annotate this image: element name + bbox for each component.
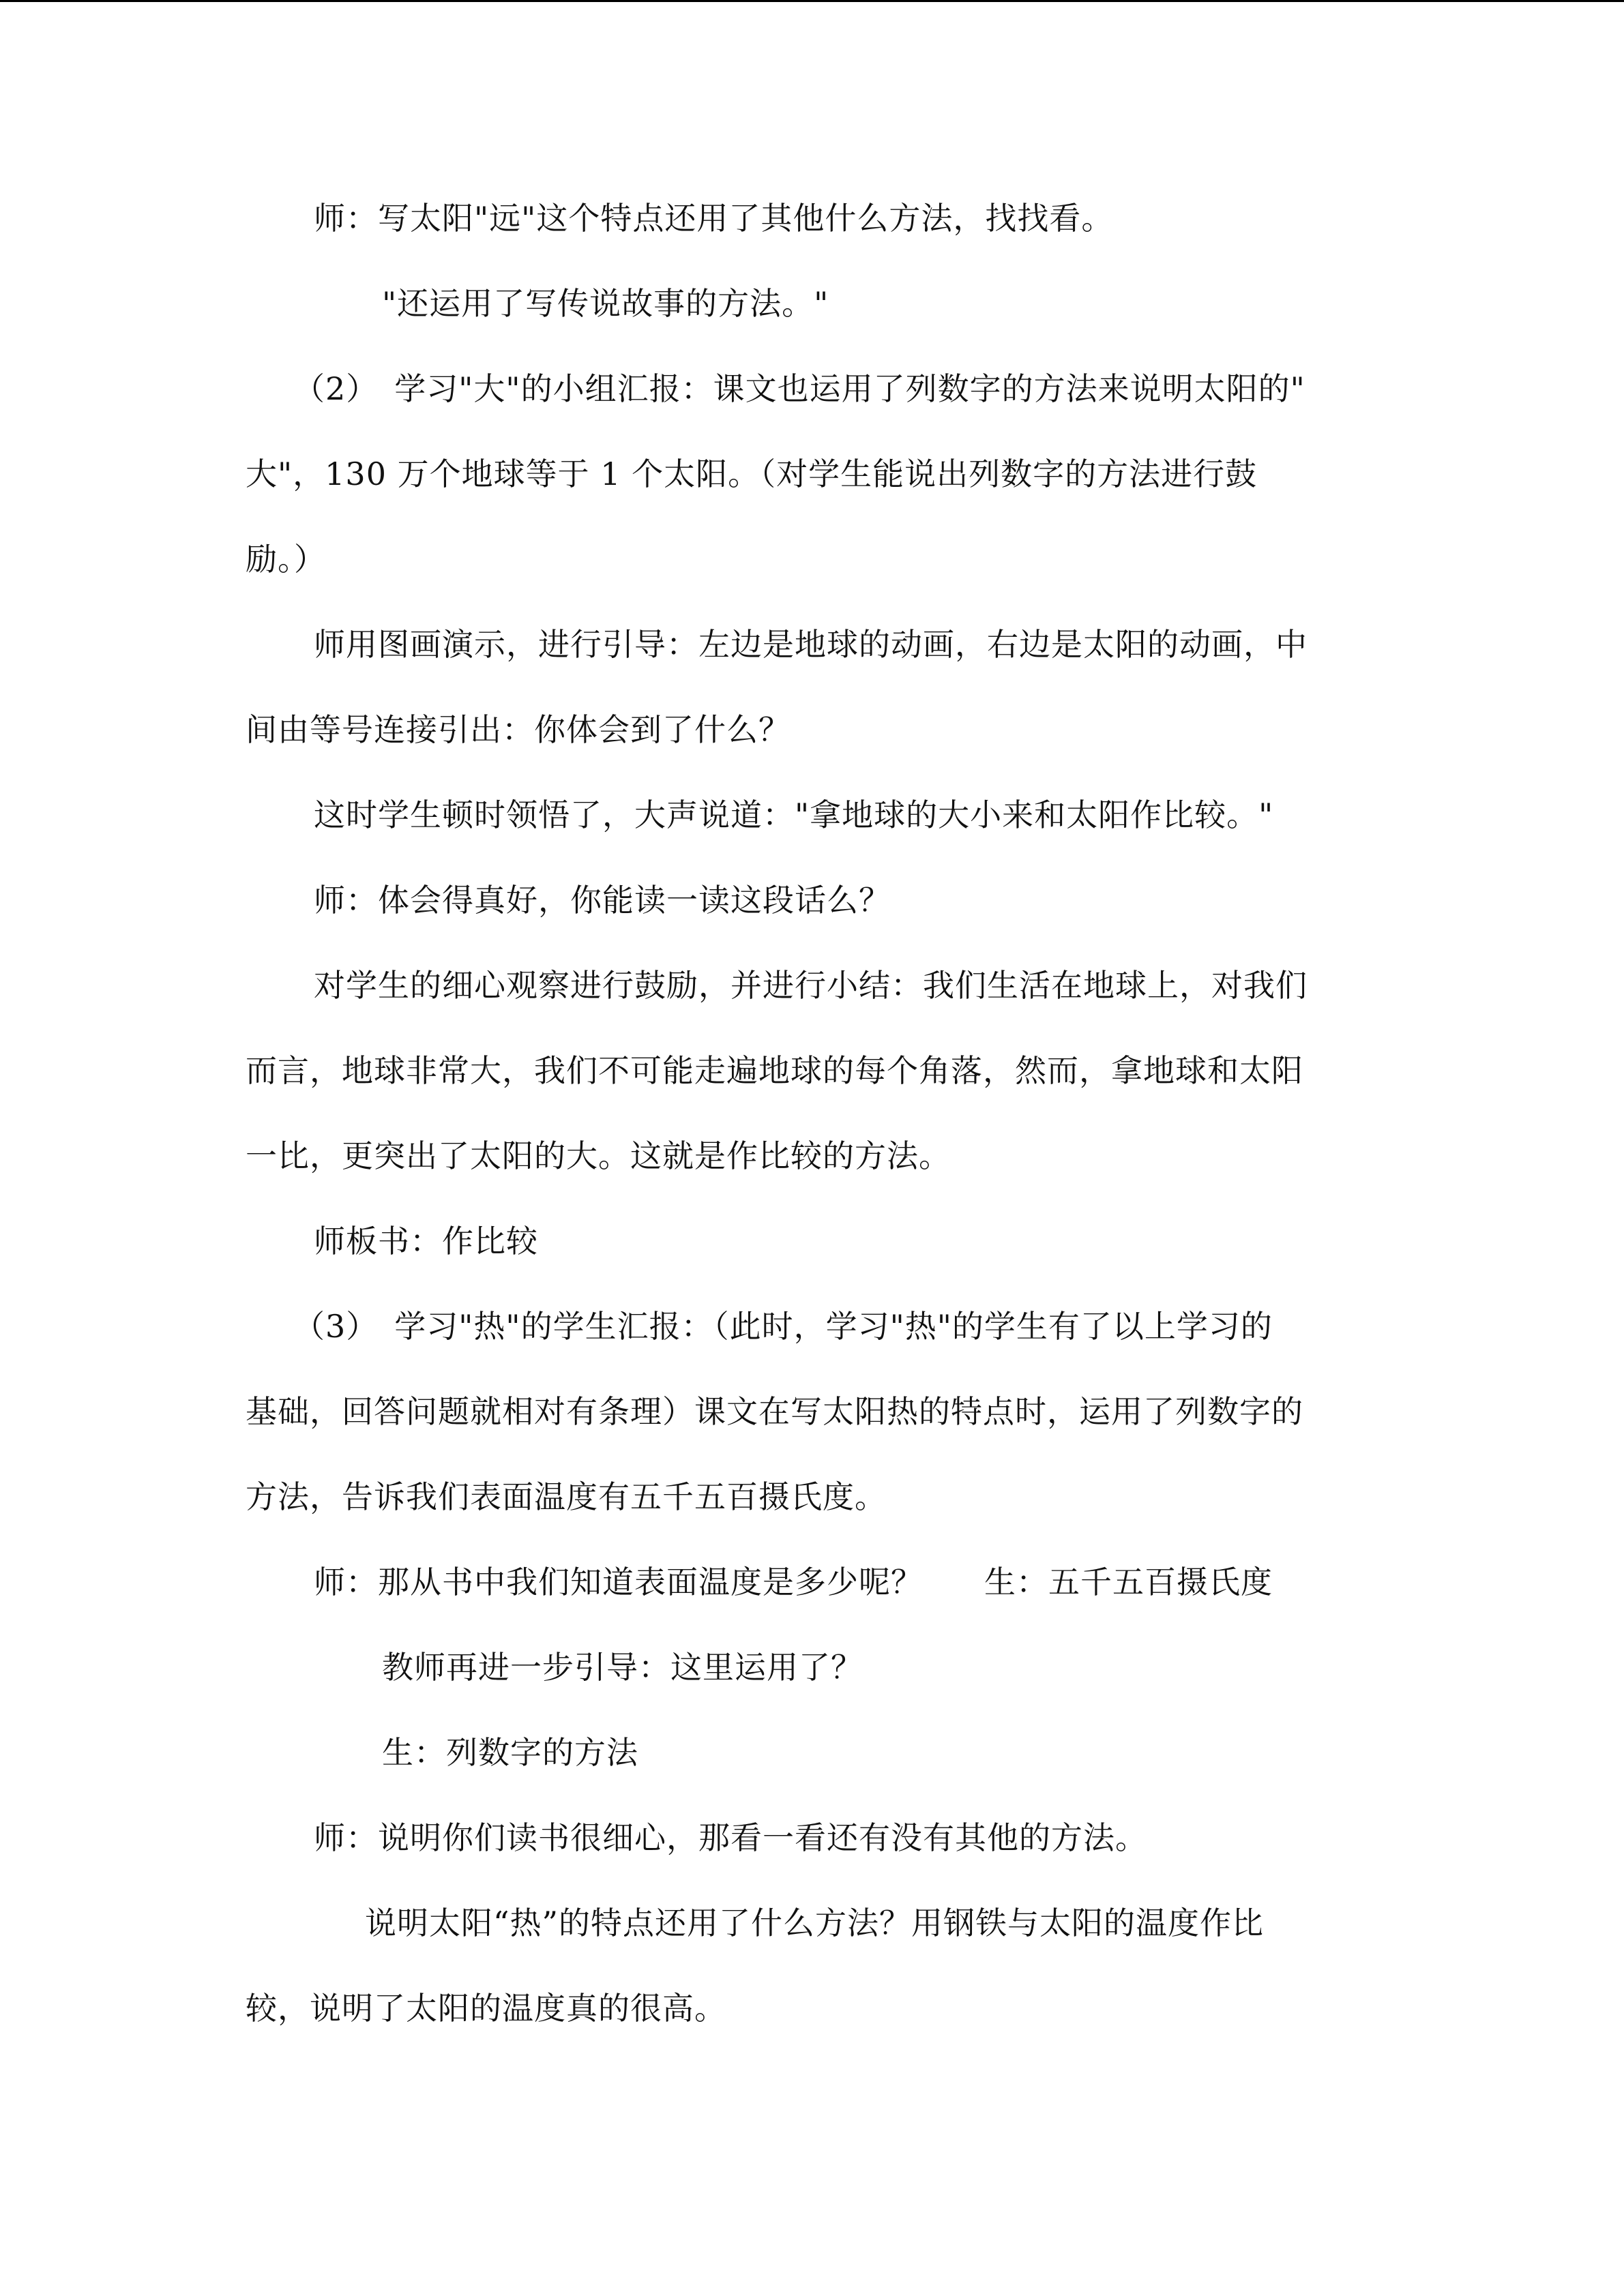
paragraph-line: 师：体会得真好，你能读一读这段话么？ <box>314 882 891 919</box>
teacher-question: 师：那从书中我们知道表面温度是多少呢？ <box>314 1564 923 1600</box>
paragraph-line: 而言，地球非常大，我们不可能走遍地球的每个角落，然而，拿地球和太阳 <box>246 1052 1303 1089</box>
paragraph-line: 师用图画演示，进行引导：左边是地球的动画，右边是太阳的动画，中 <box>314 626 1308 663</box>
page-top-border <box>0 0 1624 2</box>
paragraph-line: （2） 学习"大"的小组汇报：课文也运用了列数字的方法来说明太阳的" <box>293 370 1305 407</box>
paragraph-line: 师板书：作比较 <box>314 1223 538 1259</box>
paragraph-line: "还运用了写传说故事的方法。" <box>382 285 829 322</box>
paragraph-line: 较，说明了太阳的温度真的很高。 <box>246 1990 726 2027</box>
paragraph-line: 大"，130 万个地球等于 1 个太阳。（对学生能说出列数字的方法进行鼓 <box>246 456 1258 492</box>
student-answer: 生：五千五百摄氏度 <box>984 1564 1273 1600</box>
paragraph-line: 对学生的细心观察进行鼓励，并进行小结：我们生活在地球上，对我们 <box>314 967 1308 1004</box>
paragraph-line: 师：说明你们读书很细心，那看一看还有没有其他的方法。 <box>314 1819 1147 1856</box>
paragraph-line: 这时学生顿时领悟了，大声说道："拿地球的大小来和太阳作比较。" <box>314 796 1274 833</box>
paragraph-line: 说明太阳“热”的特点还用了什么方法？用钢铁与太阳的温度作比 <box>365 1905 1265 1941</box>
paragraph-line: 教师再进一步引导：这里运用了？ <box>382 1649 863 1686</box>
paragraph-line: 间由等号连接引出：你体会到了什么？ <box>246 711 791 748</box>
paragraph-line: 方法，告诉我们表面温度有五千五百摄氏度。 <box>246 1478 887 1515</box>
paragraph-line: （3） 学习"热"的学生汇报：（此时，学习"热"的学生有了以上学习的 <box>293 1308 1273 1345</box>
paragraph-line: 师：写太阳"远"这个特点还用了其他什么方法，找找看。 <box>314 200 1114 237</box>
paragraph-line: 一比，更突出了太阳的大。这就是作比较的方法。 <box>246 1137 951 1174</box>
dialogue-line <box>314 1562 1273 1602</box>
paragraph-line: 励。） <box>246 541 326 578</box>
paragraph-line: 生：列数字的方法 <box>382 1734 638 1771</box>
paragraph-line: 基础，回答问题就相对有条理）课文在写太阳热的特点时，运用了列数字的 <box>246 1393 1303 1430</box>
